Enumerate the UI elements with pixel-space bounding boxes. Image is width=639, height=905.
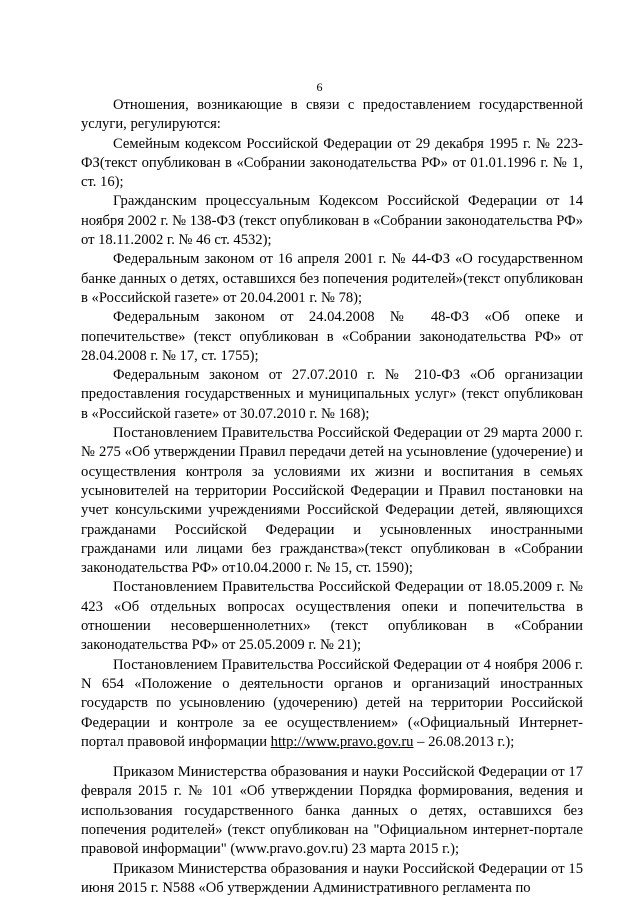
paragraph-resolution-275: Постановлением Правительства Российской Федерации от 29 марта 2000 г. № 275 «Об утверждении Правил передачи детей на усыновление (удочерение) и осуществления контроля за условиями их жизни и воспитания в семьях усыновителей на территории Российской Федерации и Правил постановки на учет консульскими учреждениями Российской Федерации детей, являющихся гражданами Российской Федерации и усыновленных иностранными гражданами или лицами без гражданства»(текст опубликован в «Собрании законодательства РФ» от10.04.2000 г. № 15, ст. 1590); [81, 425, 583, 577]
paragraph-law-44fz: Федеральным законом от 16 апреля 2001 г. № 44-ФЗ «О государственном банке данных о детях, оставшихся без попечения родителей»(текст опубликован в «Российской газете» от 20.04.2001 г. № 78); [81, 251, 583, 306]
page-number: 6 [316, 80, 323, 94]
paragraph-resolution-654-text: Постановлением Правительства Российской Федерации от 4 ноября 2006 г. N 654 «Положение о деятельности органов и организаций иностранных государств по усыновлению (удочерению) детей на территории Российской Федерации и контроле за ее осуществлением» («Официальный Интернет-портал правовой информации [81, 656, 583, 750]
paragraph-resolution-654 [81, 656, 583, 752]
paragraph-law-48fz: Федеральным законом от 24.04.2008 № 48-ФЗ «Об опеке и попечительстве» (текст опубликован в «Собрании законодательства РФ» от 28.04.2008 г. № 17, ст. 1755); [81, 309, 583, 364]
paragraph-order-588: Приказом Министерства образования и науки Российской Федерации от 15 июня 2015 г. N588 «Об утверждении Административного регламента по [81, 860, 583, 896]
paragraph-resolution-423: Постановлением Правительства Российской Федерации от 18.05.2009 г. № 423 «Об отдельных вопросах осуществления опеки и попечительства в отношении несовершеннолетних» (текст опубликован в «Собрании законодательства РФ» от 25.05.2009 г. № 21); [81, 579, 583, 654]
paragraph-family-code: Семейным кодексом Российской Федерации от 29 декабря 1995 г. № 223-ФЗ(текст опубликован в «Собрании законодательства РФ» от 01.01.1996 г. № 1, ст. 16); [81, 135, 583, 191]
document-body [81, 96, 583, 898]
paragraph-civil-procedure-code: Гражданским процессуальным Кодексом Российской Федерации от 14 ноября 2002 г. № 138-ФЗ (текст опубликован в «Собрании законодательства РФ» от 18.11.2002 г. № 46 ст. 4532); [81, 193, 583, 249]
pravo-gov-link[interactable]: http://www.pravo.gov.ru [270, 733, 414, 750]
paragraph-order-101: Приказом Министерства образования и науки Российской Федерации от 17 февраля 2015 г. № 101 «Об утверждении Порядка формирования, ведения и использования государственного банка данных о детях, оставшихся без попечения родителей» (текст опубликован на "Официальном интернет-портале правовой информации" (www.pravo.gov.ru) 23 марта 2015 г.); [81, 764, 583, 858]
paragraph-law-210fz: Федеральным законом от 27.07.2010 г. № 210-ФЗ «Об организации предоставления государственных и муниципальных услуг» (текст опубликован в «Российской газете» от 30.07.2010 г. № 168); [81, 367, 583, 422]
paragraph-intro: Отношения, возникающие в связи с предоставлением государственной услуги, регулируются: [81, 97, 583, 133]
paragraph-resolution-654-tail: – 26.08.2013 г.); [413, 733, 515, 750]
